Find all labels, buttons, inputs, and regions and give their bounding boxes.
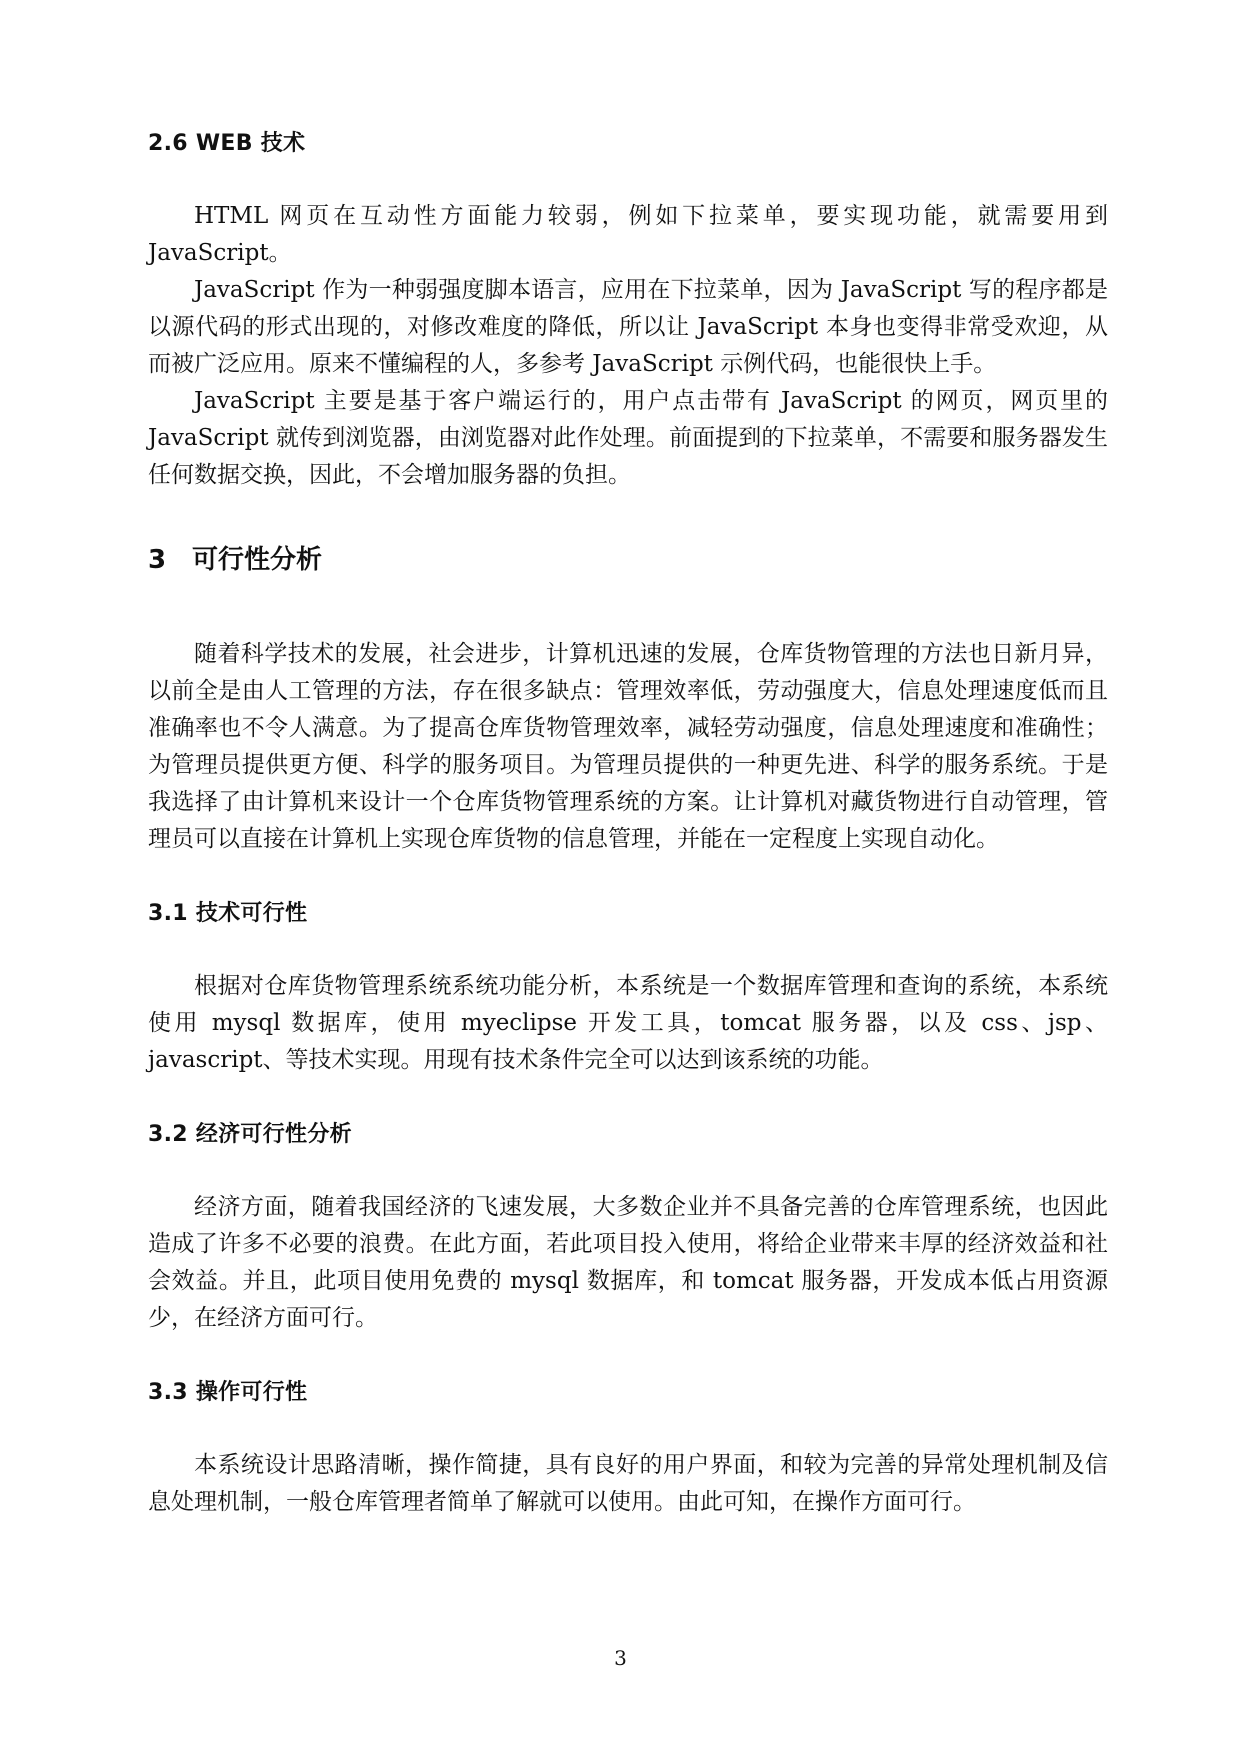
paragraph-3-1: 根据对仓库货物管理系统系统功能分析，本系统是一个数据库管理和查询的系统，本系统使用 mysql 数据库，使用 myeclipse 开发工具，tomcat 服务器，以及 css、jsp、javascript、等技术实现。用现有技术条件完全可以达到该系统的功能。 [148, 973, 1108, 1073]
section-heading-3-1: 3.1 技术可行性 [148, 901, 308, 926]
chapter-heading-3 [148, 542, 1108, 578]
paragraph-2-6-3: JavaScript 主要是基于客户端运行的，用户点击带有 JavaScript 的网页，网页里的 JavaScript 就传到浏览器，由浏览器对此作处理。前面提到的下拉菜单，不需要和服务器发生任何数据交换，因此，不会增加服务器的负担。 [148, 388, 1108, 488]
chapter-title: 可行性分析 [192, 545, 323, 575]
section-heading-3-3: 3.3 操作可行性 [148, 1380, 308, 1405]
section-heading-3-2: 3.2 经济可行性分析 [148, 1122, 352, 1147]
page-content [148, 128, 1108, 1521]
paragraph-chapter-3-intro: 随着科学技术的发展，社会进步，计算机迅速的发展，仓库货物管理的方法也日新月异，以前全是由人工管理的方法，存在很多缺点：管理效率低，劳动强度大，信息处理速度低而且准确率也不令人满意。为了提高仓库货物管理效率，减轻劳动强度，信息处理速度和准确性；为管理员提供更方便、科学的服务项目。为管理员提供的一种更先进、科学的服务系统。于是我选择了由计算机来设计一个仓库货物管理系统的方案。让计算机对藏货物进行自动管理，管理员可以直接在计算机上实现仓库货物的信息管理，并能在一定程度上实现自动化。 [148, 641, 1108, 852]
chapter-number: 3 [148, 545, 167, 575]
paragraph-3-3: 本系统设计思路清晰，操作简捷，具有良好的用户界面，和较为完善的异常处理机制及信息处理机制，一般仓库管理者简单了解就可以使用。由此可知，在操作方面可行。 [148, 1452, 1108, 1515]
section-heading-2-6: 2.6 WEB 技术 [148, 131, 306, 156]
page-number: 3 [614, 1646, 627, 1670]
paragraph-2-6-2: JavaScript 作为一种弱强度脚本语言，应用在下拉菜单，因为 JavaScript 写的程序都是以源代码的形式出现的，对修改难度的降低，所以让 JavaScript 本身也变得非常受欢迎，从而被广泛应用。原来不懂编程的人，多参考 JavaScript 示例代码，也能很快上手。 [148, 277, 1108, 377]
paragraph-2-6-1: HTML 网页在互动性方面能力较弱，例如下拉菜单，要实现功能，就需要用到 JavaScript。 [148, 203, 1108, 266]
paragraph-3-2: 经济方面，随着我国经济的飞速发展，大多数企业并不具备完善的仓库管理系统，也因此造成了许多不必要的浪费。在此方面，若此项目投入使用，将给企业带来丰厚的经济效益和社会效益。并且，此项目使用免费的 mysql 数据库，和 tomcat 服务器，开发成本低占用资源少，在经济方面可行。 [148, 1194, 1108, 1331]
